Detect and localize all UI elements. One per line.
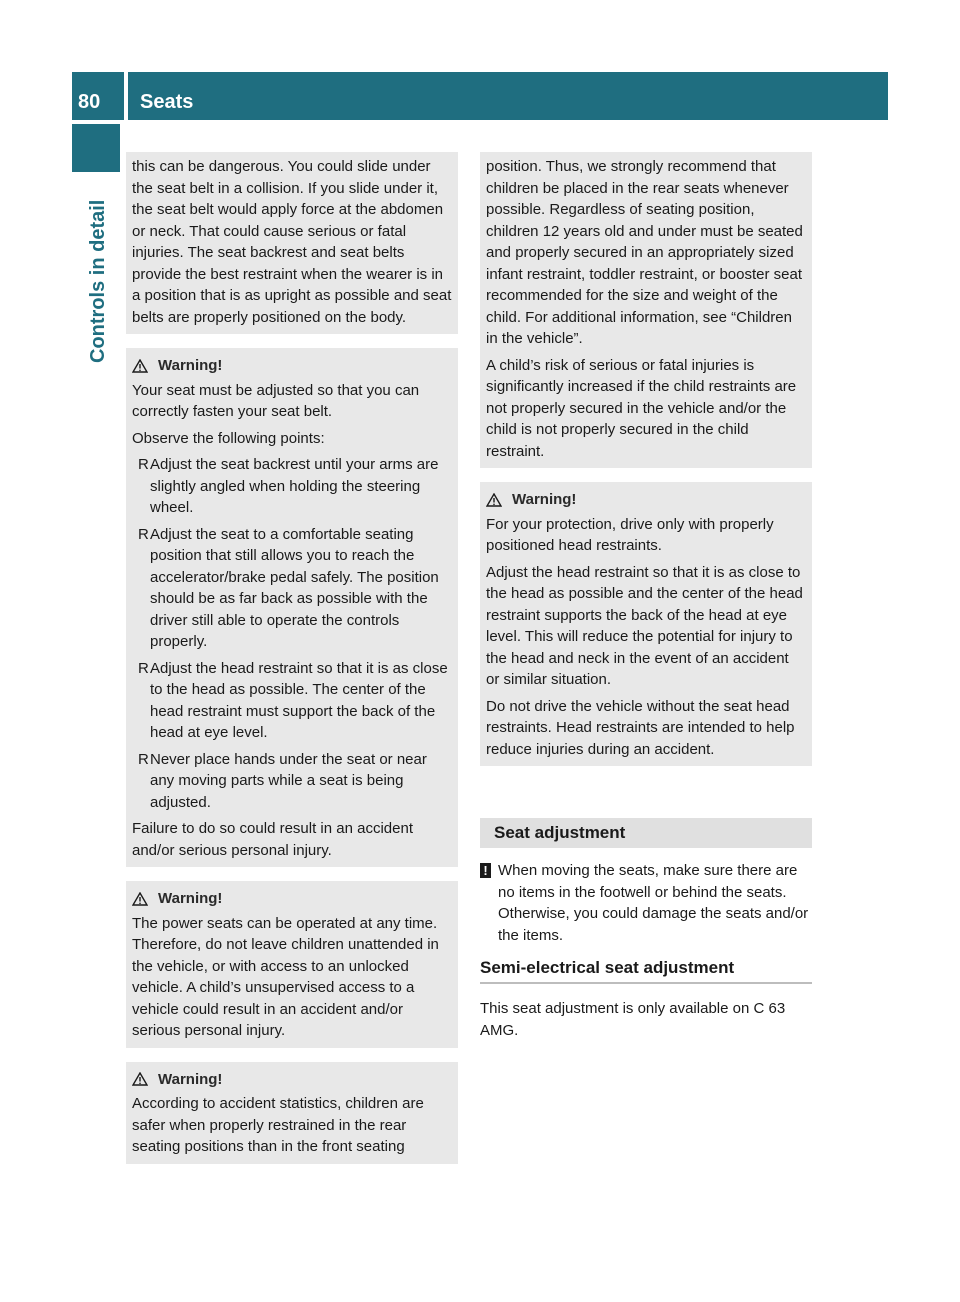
- warning-triangle-icon: [132, 359, 148, 373]
- warning-intro: Your seat must be adjusted so that you can correctly fasten your seat belt.: [132, 381, 420, 420]
- warning-triangle-icon: [486, 493, 502, 507]
- exclamation-icon: !: [480, 863, 491, 878]
- caution-note: [480, 860, 812, 946]
- list-item: [132, 524, 452, 653]
- list-item: [132, 658, 452, 744]
- warning-text: For your protection, drive only with properly positioned head restraints.: [486, 515, 774, 554]
- warning-triangle-icon: [132, 1072, 148, 1086]
- warning-box-power-seats: [126, 881, 458, 1048]
- continued-warning-box: [126, 152, 458, 334]
- warning-closing: Failure to do so could result in an accident and/or serious personal injury.: [132, 820, 413, 859]
- bullet-list: [132, 454, 452, 813]
- note-text: When moving the seats, make sure there are no items in the footwell or behind the seats. Otherwise, you could damage the seats and/or the items.: [498, 862, 809, 944]
- page-number: 80: [78, 91, 101, 113]
- section-title: Seats: [140, 91, 194, 113]
- seat-adjustment-heading: Seat adjustment: [480, 818, 812, 848]
- warning-title-text: Warning!: [158, 357, 223, 374]
- warning-triangle-icon: [132, 892, 148, 906]
- availability-text: This seat adjustment is only available on C 63 AMG.: [480, 1000, 786, 1039]
- header-bar: [72, 72, 888, 120]
- warning-text: According to accident statistics, children are safer when properly restrained in the rear seating positions than in the front seating: [132, 1095, 424, 1155]
- warning-box-seat-adjust: [126, 348, 458, 867]
- warning-text: The power seats can be operated at any time. Therefore, do not leave children unattended in the vehicle, or with access to an unlocked vehicle. A child’s unsupervised access to a vehicle could result in an accident and/or serious personal injury.: [132, 914, 439, 1039]
- warning-box-children: [126, 1062, 458, 1164]
- list-item: [132, 749, 452, 814]
- warning-title: [132, 1069, 452, 1091]
- right-column: [480, 152, 812, 1041]
- warning-observe: Observe the following points:: [132, 429, 325, 447]
- warning-text: A child’s risk of serious or fatal injuries is significantly increased if the child restraints are not properly secured in the vehicle and/or the child is not properly secured in the child restraint.: [486, 356, 797, 460]
- bullet-marker: R: [138, 456, 149, 473]
- warning-title: [486, 489, 806, 511]
- bullet-marker: R: [138, 525, 149, 543]
- left-column: [126, 152, 458, 1178]
- bullet-text: Adjust the seat to a comfortable seating position that still allows you to reach the accelerator/brake pedal safely. The position should be as far back as possible with the driver still able to operate the controls properly.: [150, 525, 439, 650]
- list-item: [132, 454, 452, 519]
- semi-electrical-subheading: Semi-electrical seat adjustment: [480, 956, 812, 984]
- continued-warning-box: [480, 152, 812, 468]
- bullet-marker: R: [138, 750, 149, 768]
- warning-text: this can be dangerous. You could slide under the seat belt in a collision. If you slide under it, the seat belt would apply force at the abdomen or neck. That could cause serious or fatal injuries. The seat backrest and seat belts provide the best restraint when the wearer is in a position that is as upright as possible and seat belts are properly positioned on the body.: [132, 158, 452, 326]
- warning-text: Adjust the head restraint so that it is as close to the head as possible and the center of the head restraint supports the back of the head at eye level. This will reduce the potential for injury to the head and neck in the event of an accident or similar situation.: [486, 563, 803, 688]
- warning-title: [132, 888, 452, 910]
- side-tab-label: Controls in detail: [87, 200, 109, 364]
- bullet-text: Adjust the head restraint so that it is as close to the head as possible. The center of the head restraint must support the back of the head at eye level.: [150, 659, 448, 741]
- header-divider: [124, 72, 128, 120]
- warning-text: position. Thus, we strongly recommend that children be placed in the rear seats whenever possible. Regardless of seating position, children 12 years old and under must be seated and properly secured in an appropriately sized infant restraint, toddler restraint, or booster seat recommended for the size and weight of the child. For additional information, see “Children in the vehicle”.: [486, 158, 803, 347]
- warning-title-text: Warning!: [158, 890, 223, 907]
- warning-box-head-restraints: [480, 482, 812, 766]
- bullet-marker: R: [138, 659, 149, 677]
- bullet-text: Never place hands under the seat or near any moving parts while a seat is being adjusted.: [150, 750, 427, 811]
- warning-title-text: Warning!: [158, 1070, 223, 1088]
- warning-title-text: Warning!: [512, 491, 577, 508]
- bullet-text: Adjust the seat backrest until your arms are slightly angled when holding the steering wheel.: [150, 456, 439, 516]
- warning-title: [132, 355, 452, 377]
- side-tab-marker: [72, 124, 120, 172]
- warning-text: Do not drive the vehicle without the seat head restraints. Head restraints are intended to help reduce injuries during an accident.: [486, 697, 795, 758]
